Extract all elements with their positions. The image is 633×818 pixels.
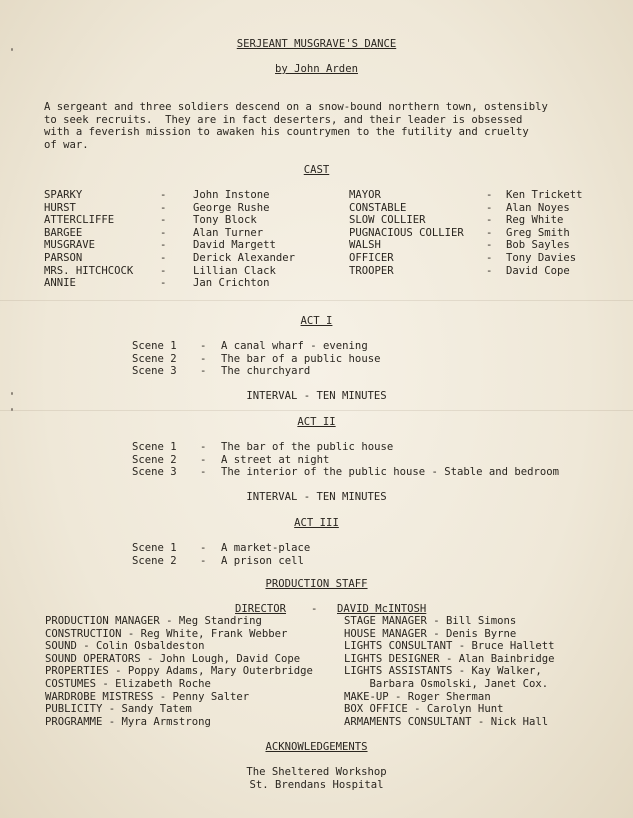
cast-dash: -: [486, 226, 493, 239]
scene-label: Scene 2: [132, 453, 177, 466]
staff-credit: HOUSE MANAGER - Denis Byrne: [344, 627, 517, 640]
scene-dash: -: [200, 365, 207, 378]
staff-credit: Barbara Osmolski, Janet Cox.: [344, 678, 549, 690]
scene-row: [132, 365, 612, 378]
cast-row: [44, 252, 344, 265]
cast-row: [44, 227, 344, 240]
cast-dash: -: [486, 252, 493, 264]
scene-label: Scene 3: [132, 365, 177, 378]
cast-actor: David Margett: [193, 239, 276, 252]
cast-role: PARSON: [44, 252, 83, 264]
cast-actor: Bob Sayles: [506, 239, 570, 252]
scene-description: A prison cell: [221, 554, 304, 567]
paper-fold: [0, 410, 633, 411]
scene-label: Scene 2: [132, 554, 177, 567]
cast-role: TROOPER: [349, 264, 394, 277]
cast-dash: -: [160, 264, 167, 277]
cast-dash: -: [486, 239, 493, 252]
cast-actor: Lillian Clack: [193, 264, 276, 277]
cast-actor: Alan Noyes: [506, 201, 570, 214]
cast-dash: -: [160, 239, 167, 252]
scene-row: [132, 454, 612, 467]
cast-row: [44, 277, 344, 290]
cast-row: [349, 214, 633, 227]
acknowledgement-line: The Sheltered Workshop: [246, 766, 387, 778]
cast-dash: -: [486, 201, 493, 214]
scene-row: [132, 555, 612, 568]
synopsis-line: A sergeant and three soldiers descend on a snow-bound northern town, ostensibly: [44, 101, 548, 113]
interval-note: INTERVAL - TEN MINUTES: [246, 491, 387, 504]
cast-dash: -: [160, 226, 167, 239]
cast-row: [349, 227, 633, 240]
scene-description: The bar of a public house: [221, 352, 381, 365]
staff-credit: STAGE MANAGER - Bill Simons: [344, 615, 517, 627]
scene-label: Scene 3: [132, 466, 177, 479]
paper-mark: [11, 408, 13, 411]
staff-credit: PROPERTIES - Poppy Adams, Mary Outerbridge: [45, 665, 313, 678]
cast-actor: David Cope: [506, 264, 570, 277]
cast-dash: -: [160, 252, 167, 264]
cast-role: MUSGRAVE: [44, 239, 96, 252]
staff-credit: BOX OFFICE - Carolyn Hunt: [344, 703, 504, 716]
cast-actor: Jan Crichton: [193, 277, 270, 290]
cast-row: [349, 189, 633, 202]
scene-label: Scene 2: [132, 352, 177, 365]
synopsis-line: of war.: [44, 138, 89, 151]
scene-row: [132, 441, 612, 454]
play-author: by John Arden: [275, 63, 358, 75]
staff-credit: PUBLICITY - Sandy Tatem: [45, 703, 192, 716]
cast-row: [349, 202, 633, 215]
acknowledgement-line: St. Brendans Hospital: [249, 779, 384, 791]
staff-credit: SOUND - Colin Osbaldeston: [45, 640, 205, 653]
scene-dash: -: [200, 352, 207, 365]
cast-role: PUGNACIOUS COLLIER: [349, 226, 464, 239]
scene-dash: -: [200, 554, 207, 567]
scene-dash: -: [200, 542, 207, 554]
cast-dash: -: [160, 189, 167, 201]
cast-heading: CAST: [303, 164, 330, 176]
staff-credit: MAKE-UP - Roger Sherman: [344, 690, 491, 703]
cast-actor: Greg Smith: [506, 226, 570, 239]
cast-role: HURST: [44, 201, 76, 214]
act-heading: ACT II: [297, 416, 336, 428]
cast-row: [44, 214, 344, 227]
staff-credit: PROGRAMME - Myra Armstrong: [45, 715, 211, 728]
acknowledgements-heading: ACKNOWLEDGEMENTS: [265, 741, 368, 753]
staff-credit: SOUND OPERATORS - John Lough, David Cope: [45, 652, 301, 665]
scene-description: The bar of the public house: [221, 441, 394, 453]
cast-dash: -: [160, 201, 167, 214]
cast-row: [44, 265, 344, 278]
staff-credit: ARMAMENTS CONSULTANT - Nick Hall: [344, 715, 549, 728]
scene-row: [132, 340, 612, 353]
scene-label: Scene 1: [132, 542, 177, 554]
cast-row: [44, 189, 344, 202]
cast-actor: Alan Turner: [193, 226, 264, 239]
scene-dash: -: [200, 441, 207, 453]
staff-credit: LIGHTS DESIGNER - Alan Bainbridge: [344, 652, 555, 665]
scene-row: [132, 542, 612, 555]
staff-credit: COSTUMES - Elizabeth Roche: [45, 678, 211, 690]
scene-description: A street at night: [221, 453, 330, 466]
production-staff-heading: PRODUCTION STAFF: [265, 578, 368, 590]
cast-role: ATTERCLIFFE: [44, 214, 115, 227]
cast-role: ANNIE: [44, 277, 76, 290]
cast-row: [349, 239, 633, 252]
cast-role: CONSTABLE: [349, 201, 407, 214]
cast-actor: Ken Trickett: [506, 189, 583, 201]
scene-label: Scene 1: [132, 441, 177, 453]
cast-dash: -: [160, 214, 167, 227]
cast-row: [349, 265, 633, 278]
cast-row: [44, 202, 344, 215]
scene-description: The churchyard: [221, 365, 311, 378]
cast-role: OFFICER: [349, 252, 394, 264]
staff-credit: CONSTRUCTION - Reg White, Frank Webber: [45, 627, 288, 640]
act-heading: ACT I: [300, 315, 333, 327]
synopsis-line: to seek recruits. They are in fact deserters, and their leader is obsessed: [44, 113, 523, 126]
director-dash: -: [311, 603, 318, 615]
cast-actor: Tony Block: [193, 214, 257, 227]
paper-fold: [0, 300, 633, 301]
scene-dash: -: [200, 466, 207, 479]
cast-actor: Reg White: [506, 214, 564, 227]
cast-role: BARGEE: [44, 226, 83, 239]
director-name: DAVID McINTOSH: [337, 603, 427, 615]
scene-description: A market-place: [221, 542, 311, 554]
cast-row: [44, 239, 344, 252]
scene-dash: -: [200, 453, 207, 466]
cast-dash: -: [160, 277, 167, 290]
cast-role: SLOW COLLIER: [349, 214, 426, 227]
synopsis-line: with a feverish mission to awaken his countrymen to the futility and cruelty: [44, 126, 529, 138]
play-title: SERJEANT MUSGRAVE'S DANCE: [236, 38, 397, 50]
cast-role: WALSH: [349, 239, 381, 252]
scene-label: Scene 1: [132, 340, 177, 352]
director-label: DIRECTOR: [235, 603, 287, 615]
staff-credit: WARDROBE MISTRESS - Penny Salter: [45, 690, 250, 703]
interval-note: INTERVAL - TEN MINUTES: [246, 390, 387, 403]
scene-row: [132, 466, 612, 479]
scene-dash: -: [200, 340, 207, 352]
staff-credit: LIGHTS ASSISTANTS - Kay Walker,: [344, 665, 542, 678]
cast-actor: Tony Davies: [506, 252, 577, 264]
scene-row: [132, 353, 612, 366]
cast-actor: Derick Alexander: [193, 252, 296, 264]
scene-description: The interior of the public house - Stable and bedroom: [221, 466, 560, 479]
cast-dash: -: [486, 264, 493, 277]
cast-dash: -: [486, 189, 493, 201]
cast-dash: -: [486, 214, 493, 227]
cast-role: MAYOR: [349, 189, 381, 201]
act-heading: ACT III: [294, 517, 339, 529]
staff-credit: LIGHTS CONSULTANT - Bruce Hallett: [344, 640, 555, 653]
cast-role: MRS. HITCHCOCK: [44, 264, 134, 277]
cast-row: [349, 252, 633, 265]
cast-role: SPARKY: [44, 189, 83, 201]
scene-description: A canal wharf - evening: [221, 340, 368, 352]
staff-credit: PRODUCTION MANAGER - Meg Standring: [45, 615, 262, 627]
cast-actor: John Instone: [193, 189, 270, 201]
cast-actor: George Rushe: [193, 201, 270, 214]
